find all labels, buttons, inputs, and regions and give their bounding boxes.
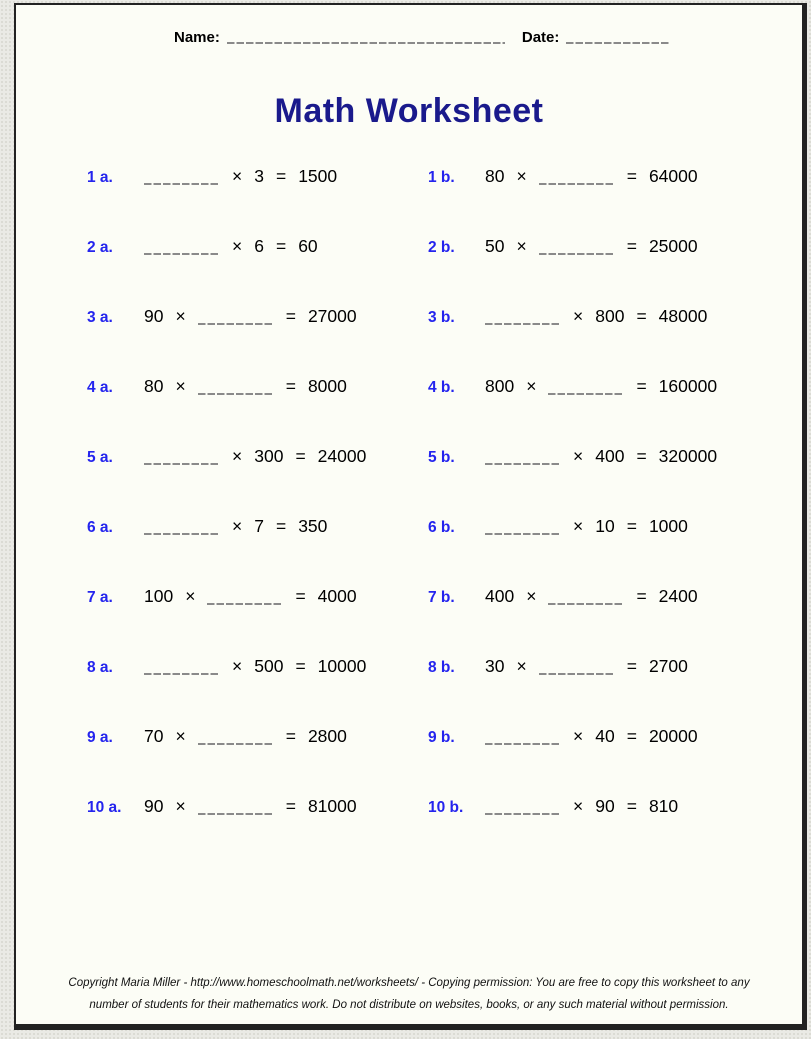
product: 320000: [658, 445, 718, 466]
equals-symbol: =: [626, 725, 637, 746]
equals-symbol: =: [636, 585, 647, 606]
problem-3b: [428, 306, 802, 327]
problem-1a: [87, 166, 428, 187]
equation: [485, 586, 698, 607]
equation: [485, 306, 707, 327]
product: 1500: [298, 165, 338, 186]
problem-row: [87, 351, 802, 421]
problem-6a: [87, 516, 428, 537]
problem-1b: [428, 166, 802, 187]
answer-blank: [198, 393, 274, 395]
product: 2400: [658, 585, 698, 606]
times-symbol: ×: [573, 725, 584, 746]
problem-10b: [428, 796, 802, 817]
equation: [144, 446, 366, 467]
equation: [144, 166, 337, 187]
problem-row: [87, 281, 802, 351]
name-label: Name:: [174, 29, 220, 46]
equation: [144, 726, 347, 747]
factor1: 30: [485, 655, 505, 676]
problem-8a: [87, 656, 428, 677]
answer-blank: [198, 743, 274, 745]
answer-blank: [485, 323, 561, 325]
product: 160000: [658, 375, 718, 396]
problem-7b: [428, 586, 802, 607]
product: 24000: [317, 445, 367, 466]
times-symbol: ×: [175, 375, 186, 396]
copyright-footer: [16, 973, 802, 1016]
factor2: 400: [595, 445, 625, 466]
factor1: 80: [144, 375, 164, 396]
equals-symbol: =: [636, 375, 647, 396]
problem-number: 9 a.: [87, 728, 113, 746]
product: 2700: [648, 655, 688, 676]
factor2: 800: [595, 305, 625, 326]
problem-row: [87, 491, 802, 561]
equals-symbol: =: [295, 585, 306, 606]
answer-blank: [548, 603, 624, 605]
factor1: 90: [144, 795, 164, 816]
times-symbol: ×: [526, 375, 537, 396]
answer-blank: [144, 253, 220, 255]
answer-blank: [485, 533, 561, 535]
product: 64000: [648, 165, 698, 186]
problem-number: 10 a.: [87, 798, 122, 816]
problem-6b: [428, 516, 802, 537]
times-symbol: ×: [516, 655, 527, 676]
equation: [144, 796, 357, 817]
answer-blank: [539, 253, 615, 255]
problem-number: 8 a.: [87, 658, 113, 676]
product: 810: [648, 795, 679, 816]
equation: [144, 586, 357, 607]
worksheet-page: [14, 3, 807, 1030]
times-symbol: ×: [573, 445, 584, 466]
factor1: 100: [144, 585, 174, 606]
answer-blank: [198, 323, 274, 325]
problem-9b: [428, 726, 802, 747]
factor2: 300: [254, 445, 284, 466]
problem-number: 4 a.: [87, 378, 113, 396]
factor1: 80: [485, 165, 505, 186]
answer-blank: [207, 603, 283, 605]
problem-7a: [87, 586, 428, 607]
times-symbol: ×: [232, 235, 243, 256]
problem-5a: [87, 446, 428, 467]
factor1: 800: [485, 375, 515, 396]
header-row: [174, 29, 802, 46]
answer-blank: [485, 813, 561, 815]
equation: [485, 236, 698, 257]
answer-blank: [548, 393, 624, 395]
equation: [144, 306, 357, 327]
times-symbol: ×: [175, 725, 186, 746]
problem-row: [87, 141, 802, 211]
product: 60: [298, 235, 318, 256]
problem-3a: [87, 306, 428, 327]
equals-symbol: =: [275, 235, 287, 256]
copyright-line-2: number of students for their mathematics work. Do not distribute on websites, books, or any such material without permission.: [89, 998, 729, 1011]
problem-row: [87, 421, 802, 491]
factor2: 90: [595, 795, 615, 816]
equals-symbol: =: [275, 165, 287, 186]
problem-number: 6 b.: [428, 518, 455, 536]
name-fill-line: [227, 42, 505, 44]
problem-9a: [87, 726, 428, 747]
factor2: 7: [254, 515, 264, 536]
times-symbol: ×: [175, 305, 186, 326]
answer-blank: [144, 183, 220, 185]
equation: [485, 726, 698, 747]
answer-blank: [144, 463, 220, 465]
answer-blank: [198, 813, 274, 815]
times-symbol: ×: [232, 655, 243, 676]
problem-number: 8 b.: [428, 658, 455, 676]
problem-number: 6 a.: [87, 518, 113, 536]
times-symbol: ×: [526, 585, 537, 606]
answer-blank: [144, 673, 220, 675]
problem-row: [87, 211, 802, 281]
factor2: 3: [254, 165, 264, 186]
problem-number: 1 a.: [87, 168, 113, 186]
date-fill-line: [566, 42, 669, 44]
factor1: 90: [144, 305, 164, 326]
equation: [144, 516, 327, 537]
product: 20000: [648, 725, 698, 746]
problem-number: 2 a.: [87, 238, 113, 256]
equals-symbol: =: [295, 655, 306, 676]
times-symbol: ×: [516, 165, 527, 186]
problem-number: 9 b.: [428, 728, 455, 746]
equation: [144, 236, 318, 257]
equals-symbol: =: [295, 445, 306, 466]
problem-2a: [87, 236, 428, 257]
product: 8000: [307, 375, 347, 396]
product: 4000: [317, 585, 357, 606]
equation: [485, 656, 688, 677]
product: 81000: [307, 795, 357, 816]
answer-blank: [485, 463, 561, 465]
equation: [485, 446, 717, 467]
product: 27000: [307, 305, 357, 326]
equals-symbol: =: [285, 725, 296, 746]
factor2: 500: [254, 655, 284, 676]
problem-number: 10 b.: [428, 798, 464, 816]
problem-row: [87, 631, 802, 701]
equals-symbol: =: [285, 305, 296, 326]
copyright-line-1: Copyright Maria Miller - http://www.homeschoolmath.net/worksheets/ - Copying permission: You are free to copy this worksheet to any: [68, 977, 750, 990]
product: 350: [298, 515, 328, 536]
problem-5b: [428, 446, 802, 467]
times-symbol: ×: [573, 795, 584, 816]
equals-symbol: =: [285, 795, 296, 816]
equals-symbol: =: [626, 795, 637, 816]
equals-symbol: =: [636, 305, 647, 326]
problem-number: 3 a.: [87, 308, 113, 326]
times-symbol: ×: [175, 795, 186, 816]
equals-symbol: =: [285, 375, 296, 396]
factor2: 10: [595, 515, 615, 536]
problem-number: 2 b.: [428, 238, 455, 256]
factor1: 70: [144, 725, 164, 746]
problem-number: 7 b.: [428, 588, 455, 606]
problem-4a: [87, 376, 428, 397]
problem-row: [87, 561, 802, 631]
problem-number: 4 b.: [428, 378, 455, 396]
times-symbol: ×: [232, 445, 243, 466]
equals-symbol: =: [626, 165, 637, 186]
equation: [485, 166, 698, 187]
problem-number: 3 b.: [428, 308, 455, 326]
problem-number: 5 a.: [87, 448, 113, 466]
product: 25000: [648, 235, 698, 256]
times-symbol: ×: [232, 165, 243, 186]
times-symbol: ×: [232, 515, 243, 536]
product: 48000: [658, 305, 708, 326]
times-symbol: ×: [573, 515, 584, 536]
equals-symbol: =: [626, 655, 637, 676]
problem-row: [87, 701, 802, 771]
problem-8b: [428, 656, 802, 677]
factor1: 400: [485, 585, 515, 606]
factor2: 40: [595, 725, 615, 746]
problem-row: [87, 771, 802, 841]
product: 10000: [317, 655, 367, 676]
product: 2800: [307, 725, 347, 746]
answer-blank: [539, 183, 615, 185]
equation: [485, 796, 678, 817]
factor2: 6: [254, 235, 264, 256]
date-label: Date:: [521, 29, 560, 46]
answer-blank: [539, 673, 615, 675]
equation: [485, 376, 717, 397]
problems: [87, 141, 802, 841]
factor1: 50: [485, 235, 505, 256]
page-title: Math Worksheet: [274, 92, 544, 130]
equals-symbol: =: [636, 445, 647, 466]
equation: [144, 376, 347, 397]
times-symbol: ×: [573, 305, 584, 326]
equation: [144, 656, 366, 677]
problem-10a: [87, 796, 428, 817]
problem-number: 7 a.: [87, 588, 113, 606]
equals-symbol: =: [626, 235, 637, 256]
answer-blank: [485, 743, 561, 745]
equation: [485, 516, 688, 537]
answer-blank: [144, 533, 220, 535]
problem-4b: [428, 376, 802, 397]
product: 1000: [648, 515, 688, 536]
problem-2b: [428, 236, 802, 257]
equals-symbol: =: [626, 515, 637, 536]
times-symbol: ×: [185, 585, 196, 606]
equals-symbol: =: [275, 515, 287, 536]
times-symbol: ×: [516, 235, 527, 256]
problem-number: 1 b.: [428, 168, 455, 186]
problem-number: 5 b.: [428, 448, 455, 466]
